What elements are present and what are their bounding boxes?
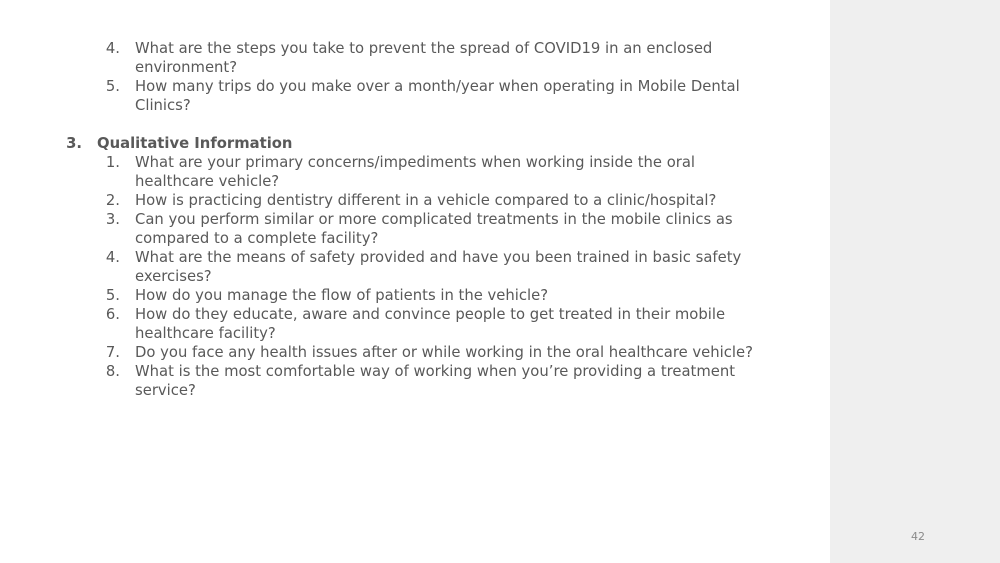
side-panel bbox=[830, 0, 1000, 563]
list-item-number: 4. bbox=[105, 40, 120, 57]
list-item-number: 8. bbox=[105, 363, 120, 380]
list-item bbox=[0, 153, 760, 191]
list-item bbox=[0, 343, 760, 362]
list-item-number: 7. bbox=[105, 344, 120, 361]
list-item-number: 1. bbox=[105, 154, 120, 171]
slide-content bbox=[0, 39, 830, 400]
list-item-text: What is the most comfortable way of working when you’re providing a treatment service? bbox=[135, 363, 736, 399]
list-item-text: How do they educate, aware and convince people to get treated in their mobile healthcare facility? bbox=[135, 306, 726, 342]
list-item bbox=[0, 286, 760, 305]
list-item-text: How do you manage the flow of patients in the vehicle? bbox=[135, 287, 549, 304]
list-item-number: 5. bbox=[105, 287, 120, 304]
page-number: 42 bbox=[911, 530, 925, 543]
list-item bbox=[0, 305, 760, 343]
list-item-text: Can you perform similar or more complicated treatments in the mobile clinics as compared to a complete facility? bbox=[135, 211, 733, 247]
list-item-text: How many trips do you make over a month/year when operating in Mobile Dental Clinics? bbox=[135, 78, 740, 114]
list-item-number: 2. bbox=[105, 192, 120, 209]
list-item bbox=[0, 248, 760, 286]
list-item-text: Do you face any health issues after or while working in the oral healthcare vehicle? bbox=[135, 344, 753, 361]
spacer bbox=[0, 115, 830, 134]
list-item-text: What are the steps you take to prevent the spread of COVID19 in an enclosed environment? bbox=[135, 40, 713, 76]
list-item bbox=[0, 191, 760, 210]
list-item-number: 4. bbox=[105, 249, 120, 266]
list-item bbox=[0, 77, 760, 115]
list-item-text: What are your primary concerns/impediments when working inside the oral healthcare vehicle? bbox=[135, 154, 696, 190]
section-heading bbox=[0, 134, 830, 153]
list-item-text: What are the means of safety provided and have you been trained in basic safety exercises? bbox=[135, 249, 742, 285]
list-item-text: How is practicing dentistry different in a vehicle compared to a clinic/hospital? bbox=[135, 192, 717, 209]
list-item bbox=[0, 39, 760, 77]
list-item-number: 6. bbox=[105, 306, 120, 323]
list-item bbox=[0, 210, 760, 248]
section-title: Qualitative Information bbox=[97, 135, 293, 152]
list-item-number: 3. bbox=[105, 211, 120, 228]
section-number: 3. bbox=[66, 135, 82, 152]
list-item-number: 5. bbox=[105, 78, 120, 95]
list-item bbox=[0, 362, 760, 400]
